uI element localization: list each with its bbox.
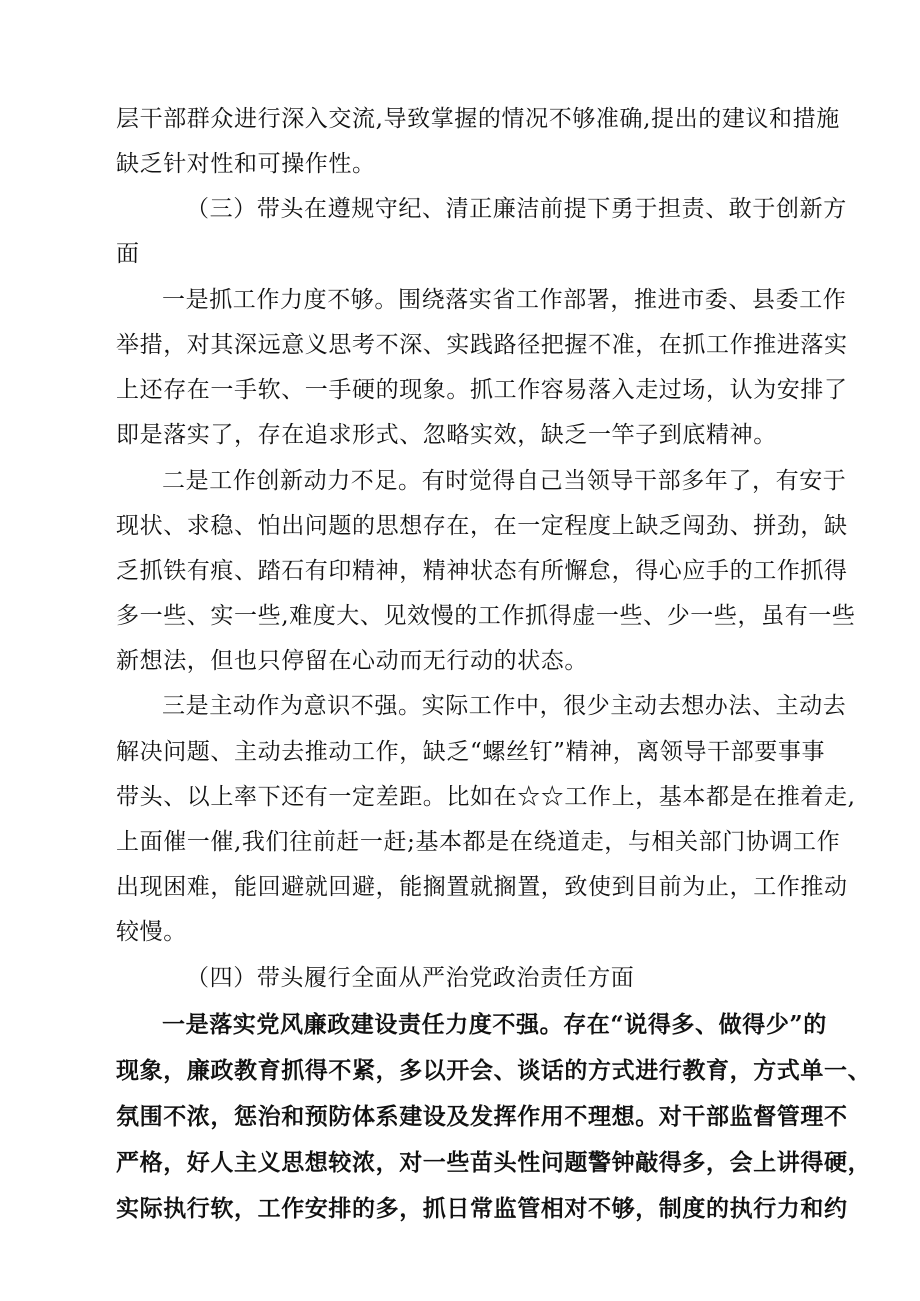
text-line-bold: 现象，廉政教育抓得不紧，多以开会、谈话的方式进行教育，方式单一、 (116, 1057, 872, 1084)
text-line: 新想法，但也只停留在心动而无行动的状态。 (116, 648, 588, 674)
text-line: 面 (116, 241, 140, 267)
text-line: 层干部群众进行深入交流,导致掌握的情况不够准确,提出的建议和措施 (116, 106, 840, 132)
paragraph-start: 一是抓工作力度不够。围绕落实省工作部署，推进市委、县委工作 (162, 287, 847, 313)
text-line: 现状、求稳、怕出问题的思想存在，在一定程度上缺乏闯劲、拼劲，缺 (116, 513, 848, 539)
paragraph-start-bold: 一是落实党风廉政建设责任力度不强。存在“说得多、做得少”的 (162, 1011, 827, 1038)
text-line: 解决问题、主动去推动工作，缺乏“螺丝钉”精神，离领导干部要事事 (116, 739, 826, 765)
section-heading: （四）带头履行全面从严治党政治责任方面 (186, 965, 635, 991)
paragraph-start: 二是工作创新动力不足。有时觉得自己当领导干部多年了，有安于 (162, 468, 847, 494)
text-line: 即是落实了，存在追求形式、忽略实效，缺乏一竿子到底精神。 (116, 422, 777, 448)
text-line: 较慢。 (116, 919, 187, 945)
text-line: 上还存在一手软、一手硬的现象。抓工作容易落入走过场，认为安排了 (116, 377, 848, 403)
paragraph-start: 三是主动作为意识不强。实际工作中，很少主动去想办法、主动去 (162, 693, 847, 719)
section-heading: （三）带头在遵规守纪、清正廉洁前提下勇于担责、敢于创新方 (186, 196, 847, 222)
text-line: 带头、以上率下还有一定差距。比如在☆☆工作上，基本都是在推着走, (116, 784, 856, 810)
text-line-bold: 严格，好人主义思想较浓，对一些苗头性问题警钟敲得多，会上讲得硬， (116, 1149, 872, 1176)
text-line-bold: 实际执行软，工作安排的多，抓日常监管相对不够，制度的执行力和约 (116, 1195, 848, 1222)
text-line: 乏抓铁有痕、踏石有印精神，精神状态有所懈怠，得心应手的工作抓得 (116, 558, 848, 584)
text-line: 举措，对其深远意义思考不深、实践路径把握不准，在抓工作推进落实 (116, 332, 848, 358)
text-line: 出现困难，能回避就回避，能搁置就搁置，致使到目前为止，工作推动 (116, 874, 848, 900)
text-line: 多一些、实一些,难度大、见效慢的工作抓得虚一些、少一些，虽有一些 (116, 603, 856, 629)
text-line-bold: 氛围不浓，惩治和预防体系建设及发挥作用不理想。对干部监督管理不 (116, 1103, 848, 1130)
text-line: 缺乏针对性和可操作性。 (116, 151, 376, 177)
text-line: 上面催一催,我们往前赶一赶;基本都是在绕道走，与相关部门协调工作 (116, 829, 841, 855)
